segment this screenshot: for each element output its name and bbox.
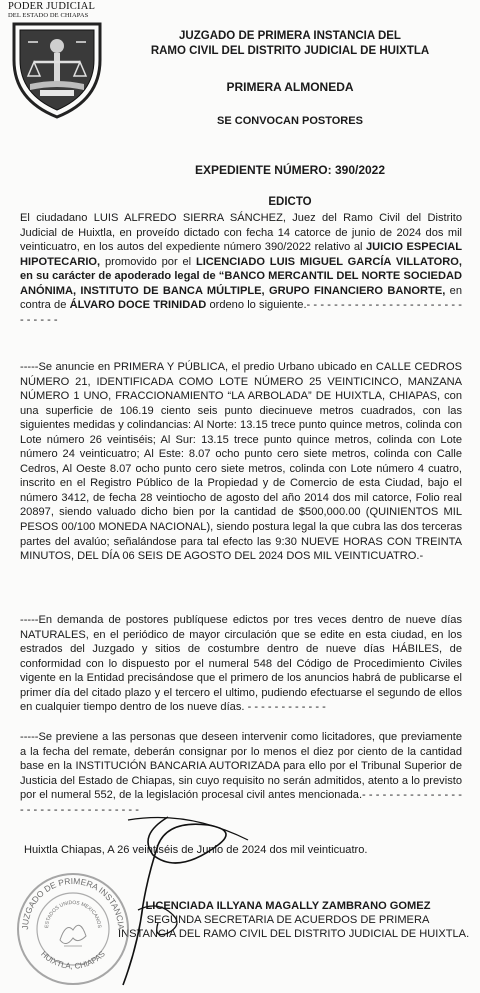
svg-text:JUZGADO DE PRIMERA INSTANCIA: JUZGADO DE PRIMERA INSTANCIA: [19, 875, 127, 930]
court-name-line2: RAMO CIVIL DEL DISTRITO JUDICIAL DE HUIXTLA: [150, 45, 430, 57]
call-for-bidders: SE CONVOCAN POSTORES: [217, 115, 363, 127]
paragraph-publication: -----En demanda de postores publíquese edictos por tres veces dentro de nueve días NATURALES, en el periódico de mayor circulación que se edite en esta ciudad, en los estrados del Juzgado y sitios de costumbre dentro de nueve días HÁBILES, de conformidad con lo dispuesto por el numeral 548 del Código de Procedimiento Civiles vigente en la Entidad precisándose que el primero de los anuncios habrá de publicarse el primer día del citado plazo y el tercero el ultimo, pudiendo efectuarse el segundo de ellos en cualquier tiempo dentro de los nueve días. - - - - - - - - - - - -: [20, 614, 462, 714]
paragraph-intro: El ciudadano LUIS ALFREDO SIERRA SÁNCHEZ, Juez del Ramo Civil del Distrito Judicial de Huixtla, en proveído dictado con fecha 14 catorce de junio de 2024 dos mil veinticuatro, en los autos del expediente número 390/2022 relativo al JUICIO ESPECIAL HIPOTECARIO, promovido por el LICENCIADO LUIS MIGUEL GARCÍA VILLATORO, en su carácter de apoderado legal de “BANCO MERCANTIL DEL NORTE SOCIEDAD ANÓNIMA, INSTITUTO DE BANCA MÚLTIPLE, GRUPO FINANCIERO BANORTE, en contra de ÁLVARO DOCE TRINIDAD ordeno lo siguiente.- - - - - - - - - - - - - - - - - - - - - - - - - - - - -: [20, 212, 463, 326]
svg-text:ESTADOS UNIDOS MEXICANOS: ESTADOS UNIDOS MEXICANOS: [43, 899, 103, 929]
logo-title: PODER JUDICIAL: [8, 1, 96, 12]
signer-title-line1: SEGUNDA SECRETARIA DE ACUERDOS DE PRIMERA: [146, 914, 430, 926]
signer-name: LICENCIADA ILLYANA MAGALLY ZAMBRANO GOMEZ: [145, 900, 431, 912]
handwritten-signature-icon: [98, 815, 268, 990]
auction-title: PRIMERA ALMONEDA: [226, 80, 354, 94]
court-seal-icon: [10, 20, 104, 120]
file-number: EXPEDIENTE NÚMERO: 390/2022: [194, 163, 386, 177]
svg-text:HUIXTLA, CHIAPAS: HUIXTLA, CHIAPAS: [39, 949, 107, 971]
place-and-date: Huixtla Chiapas, A 26 veintiséis de Junio de 2024 dos mil veinticuatro.: [24, 844, 368, 856]
logo-subtitle: DEL ESTADO DE CHIAPAS: [8, 12, 89, 19]
paragraph-property: -----Se anuncie en PRIMERA Y PÚBLICA, el predio Urbano ubicado en CALLE CEDROS NÚMERO 21, IDENTIFICADA COMO LOTE NÚMERO 25 VEINTICINCO, MANZANA NÚMERO 1 UNO, FRACCIONAMIENTO “LA ARBOLADA” DE HUIXTLA, CHIAPAS, con una superficie de 106.19 ciento seis punto diecinueve metros cuadrados, con las siguientes medidas y colindancias: Al Norte: 13.15 trece punto quince metros, colinda con Lote número 26 veintiséis; Al Sur: 13.15 trece punto quince metros, colinda con Lote número 24 veinticuatro; Al Este: 8.07 ocho punto cero siete metros, colinda con Calle Cedros, Al Oeste 8.07 ocho punto cero siete metros, colinda con Lote número 4 cuatro, inscrito en el Registro Público de la Propiedad y de Comercio de esta Ciudad, bajo el número 3412, de fecha 28 veintiocho de agosto del año 2014 dos mil catorce, Folio real 20897, siendo valuado dicho bien por la cantidad de $500,000.00 (QUINIENTOS MIL PESOS 00/100 MONEDA NACIONAL), siendo postura legal la que cubra las dos terceras partes del avalúo; señalándose para tal efecto las 9:30 NUEVE HORAS CON TREINTA MINUTOS, DEL DÍA 06 SEIS DE AGOSTO DEL 2024 DOS MIL VEINTICUATRO.-: [20, 361, 462, 563]
edict-heading: EDICTO: [268, 196, 312, 208]
paragraph-bidders: -----Se previene a las personas que deseen intervenir como licitadores, que previamente a la fecha del remate, deberán consignar por lo menos el diez por ciento de la cantidad base en la INSTITUCIÓN BANCARIA AUTORIZADA para ello por el Tribunal Superior de Justicia del Estado de Chiapas, sin cuyo requisito no serán admitidos, atento a lo previsto por el numeral 552, de la legislación procesal civil antes mencionada.- - - - - - - - - - - - - - - - - - - - - - - - - - - - - - - - -: [20, 731, 462, 816]
court-name-line1: JUZGADO DE PRIMERA INSTANCIA DEL: [179, 30, 401, 42]
signer-title-line2: INSTANCIA DEL RAMO CIVIL DEL DISTRITO JUDICIAL DE HUIXTLA.: [118, 928, 470, 940]
